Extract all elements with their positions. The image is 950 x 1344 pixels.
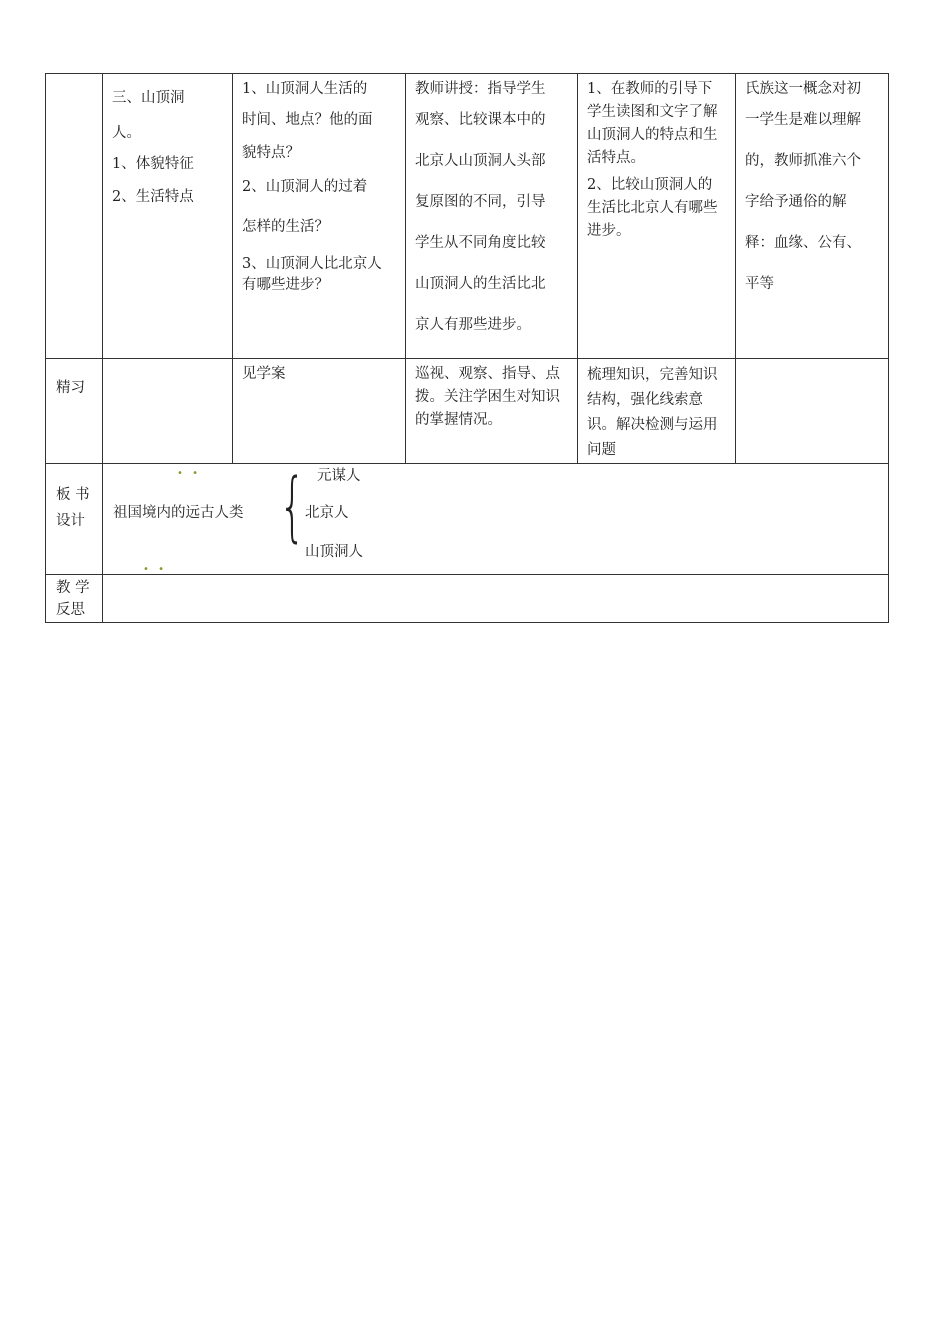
content-line: 人。 — [112, 125, 141, 141]
board-branch: 元谋人 — [317, 468, 361, 484]
table-row — [46, 575, 889, 623]
intent-line: 氏族这一概念对初 — [745, 81, 861, 97]
decorative-dots: • • — [143, 564, 167, 575]
board-design — [103, 461, 888, 575]
student-line: 1、在教师的引导下学生读图和文字了解山顶洞人的特点和生活特点。 — [587, 81, 718, 166]
teacher-line: 山顶洞人的生活比北 — [415, 276, 546, 292]
teacher-line: 京人有那些进步。 — [415, 317, 531, 333]
teacher-line: 观察、比较课本中的 — [415, 112, 546, 128]
content-line: 三、山顶洞 — [112, 90, 185, 106]
board-main-topic: 祖国境内的远古人类 — [113, 505, 244, 521]
intent-line: 释：血缘、公有、 — [745, 235, 861, 251]
table-row — [46, 464, 889, 575]
content-cell — [103, 74, 233, 359]
questions-cell: 见学案 — [233, 359, 406, 464]
student-activity-cell: 梳理知识，完善知识结构，强化线索意识。解决检测与运用问题 — [578, 359, 736, 464]
questions-cell — [233, 74, 406, 359]
brace-icon: { — [279, 461, 306, 550]
content-cell — [103, 359, 233, 464]
board-branch: 山顶洞人 — [305, 544, 363, 560]
question-line: 貌特点？ — [242, 145, 300, 161]
row-label-cell: 板 书 设计 — [46, 464, 103, 575]
intent-line: 平等 — [745, 276, 774, 292]
intent-line: 字给予通俗的解 — [745, 194, 847, 210]
teacher-activity-cell: 巡视、观察、指导、点拨。关注学困生对知识的掌握情况。 — [406, 359, 578, 464]
student-line: 2、比较山顶洞人的生活比北京人有哪些进步。 — [587, 177, 718, 239]
question-line: 时间、地点？他的面 — [242, 112, 373, 128]
table-row — [46, 359, 889, 464]
board-branch: 北京人 — [305, 505, 349, 521]
design-intent-cell — [736, 359, 889, 464]
row-label-cell — [46, 74, 103, 359]
table-row — [46, 74, 889, 359]
decorative-dots: • • — [177, 468, 201, 479]
question-line: 怎样的生活？ — [242, 219, 329, 235]
teacher-line: 学生从不同角度比较 — [415, 235, 546, 251]
design-intent-cell — [736, 74, 889, 359]
teacher-line: 北京人山顶洞人头部 — [415, 153, 546, 169]
teacher-line: 复原图的不同，引导 — [415, 194, 546, 210]
content-line: 1、体貌特征 — [112, 156, 194, 172]
teacher-line: 教师讲授：指导学生 — [415, 81, 546, 97]
question-line: 2、山顶洞人的过着 — [242, 179, 368, 195]
teacher-activity-cell — [406, 74, 578, 359]
row-label-cell: 教 学 反思 — [46, 575, 103, 623]
lesson-plan-table — [45, 73, 889, 623]
student-activity-cell — [578, 74, 736, 359]
reflection-cell — [103, 575, 889, 623]
question-line: 1、山顶洞人生活的 — [242, 81, 368, 97]
content-line: 2、生活特点 — [112, 189, 194, 205]
board-design-cell — [103, 461, 889, 575]
intent-line: 一学生是难以理解 — [745, 112, 861, 128]
row-label-cell: 精习 — [46, 359, 103, 464]
question-line: 3、山顶洞人比北京人有哪些进步？ — [242, 256, 382, 293]
intent-line: 的，教师抓准六个 — [745, 153, 861, 169]
